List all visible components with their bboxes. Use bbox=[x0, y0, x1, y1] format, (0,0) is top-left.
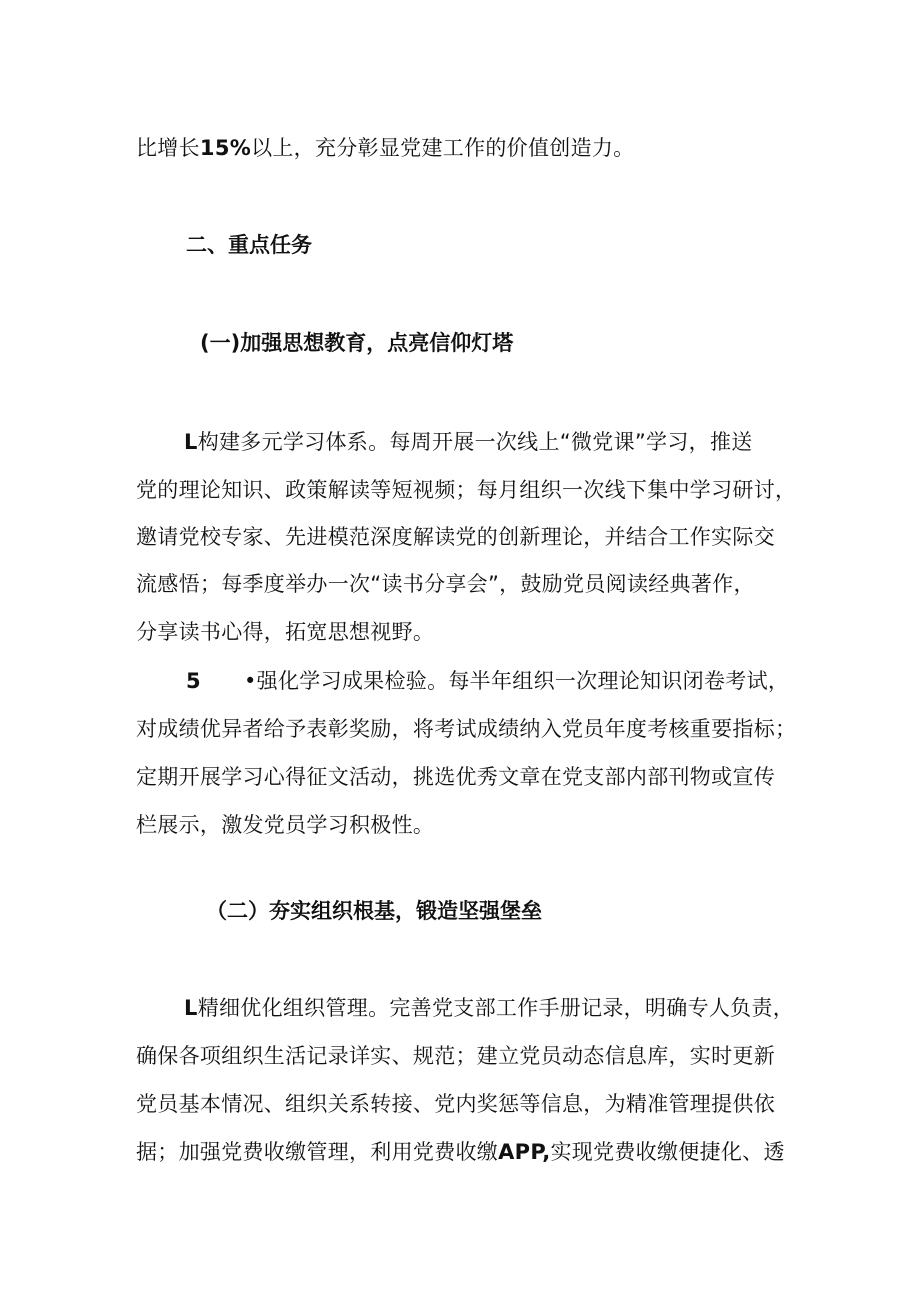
sub1-item1-line-0: L构建多元学习体系。每周开展一次线上“微党课”学习，推送 bbox=[184, 430, 753, 454]
sub1-item1-line-1: 党的理论知识、政策解读等短视频；每月组织一次线下集中学习研讨， bbox=[136, 478, 797, 502]
sub2-item1-line-2: 党员基本情况、组织关系转接、党内奖惩等信息，为精准管理提供依 bbox=[136, 1092, 775, 1116]
app-label: APP, bbox=[498, 1140, 551, 1164]
subsection-1-heading: (一)加强思想教育，点亮信仰灯塔 bbox=[200, 331, 514, 355]
sub1-item1-line-2: 邀请党校专家、先进模范深度解读党的创新理论，并结合工作实际交 bbox=[136, 525, 775, 549]
sub2-item1-line-1: 确保各项组织生活记录详实、规范；建立党员动态信息库，实时更新 bbox=[136, 1044, 775, 1068]
sub1-item2-first-line: •强化学习成果检验。每半年组织一次理论知识闭卷考试， bbox=[244, 669, 790, 693]
sub1-item1-marker: L bbox=[184, 430, 198, 454]
intro-suffix: 以上，充分彰显党建工作的价值创造力。 bbox=[251, 136, 635, 160]
section-heading: 二、重点任务 bbox=[186, 233, 312, 257]
sub1-item2-line-1: 定期开展学习心得征文活动，挑选优秀文章在党支部内部刊物或宣传 bbox=[136, 765, 775, 789]
sub1-item1-line-3: 流感悟；每季度举办一次“读书分享会”，鼓励党员阅读经典著作， bbox=[136, 572, 755, 596]
intro-line bbox=[136, 133, 634, 163]
sub1-item2-line-0: 对成绩优异者给予表彰奖励，将考试成绩纳入党员年度考核重要指标； bbox=[136, 717, 797, 741]
sub1-item2-line-2: 栏展示，激发党员学习积极性。 bbox=[136, 813, 435, 837]
sub2-item1-line-0: L精细优化组织管理。完善党支部工作手册记录，明确专人负责， bbox=[184, 996, 795, 1020]
sub2-item1-marker: L bbox=[184, 996, 198, 1020]
sub1-item2-marker: 5 bbox=[186, 669, 201, 693]
intro-percent: 15% bbox=[199, 136, 252, 160]
intro-prefix: 比增长 bbox=[136, 136, 200, 160]
sub1-item1-line-4: 分享读书心得，拓宽思想视野。 bbox=[136, 620, 435, 644]
subsection-2-heading: （二）夯实组织根基，锻造坚强堡垒 bbox=[206, 899, 542, 923]
sub2-item1-line-3: 据；加强党费收缴管理，利用党费收缴APP,实现党费收缴便捷化、透 bbox=[136, 1140, 785, 1164]
